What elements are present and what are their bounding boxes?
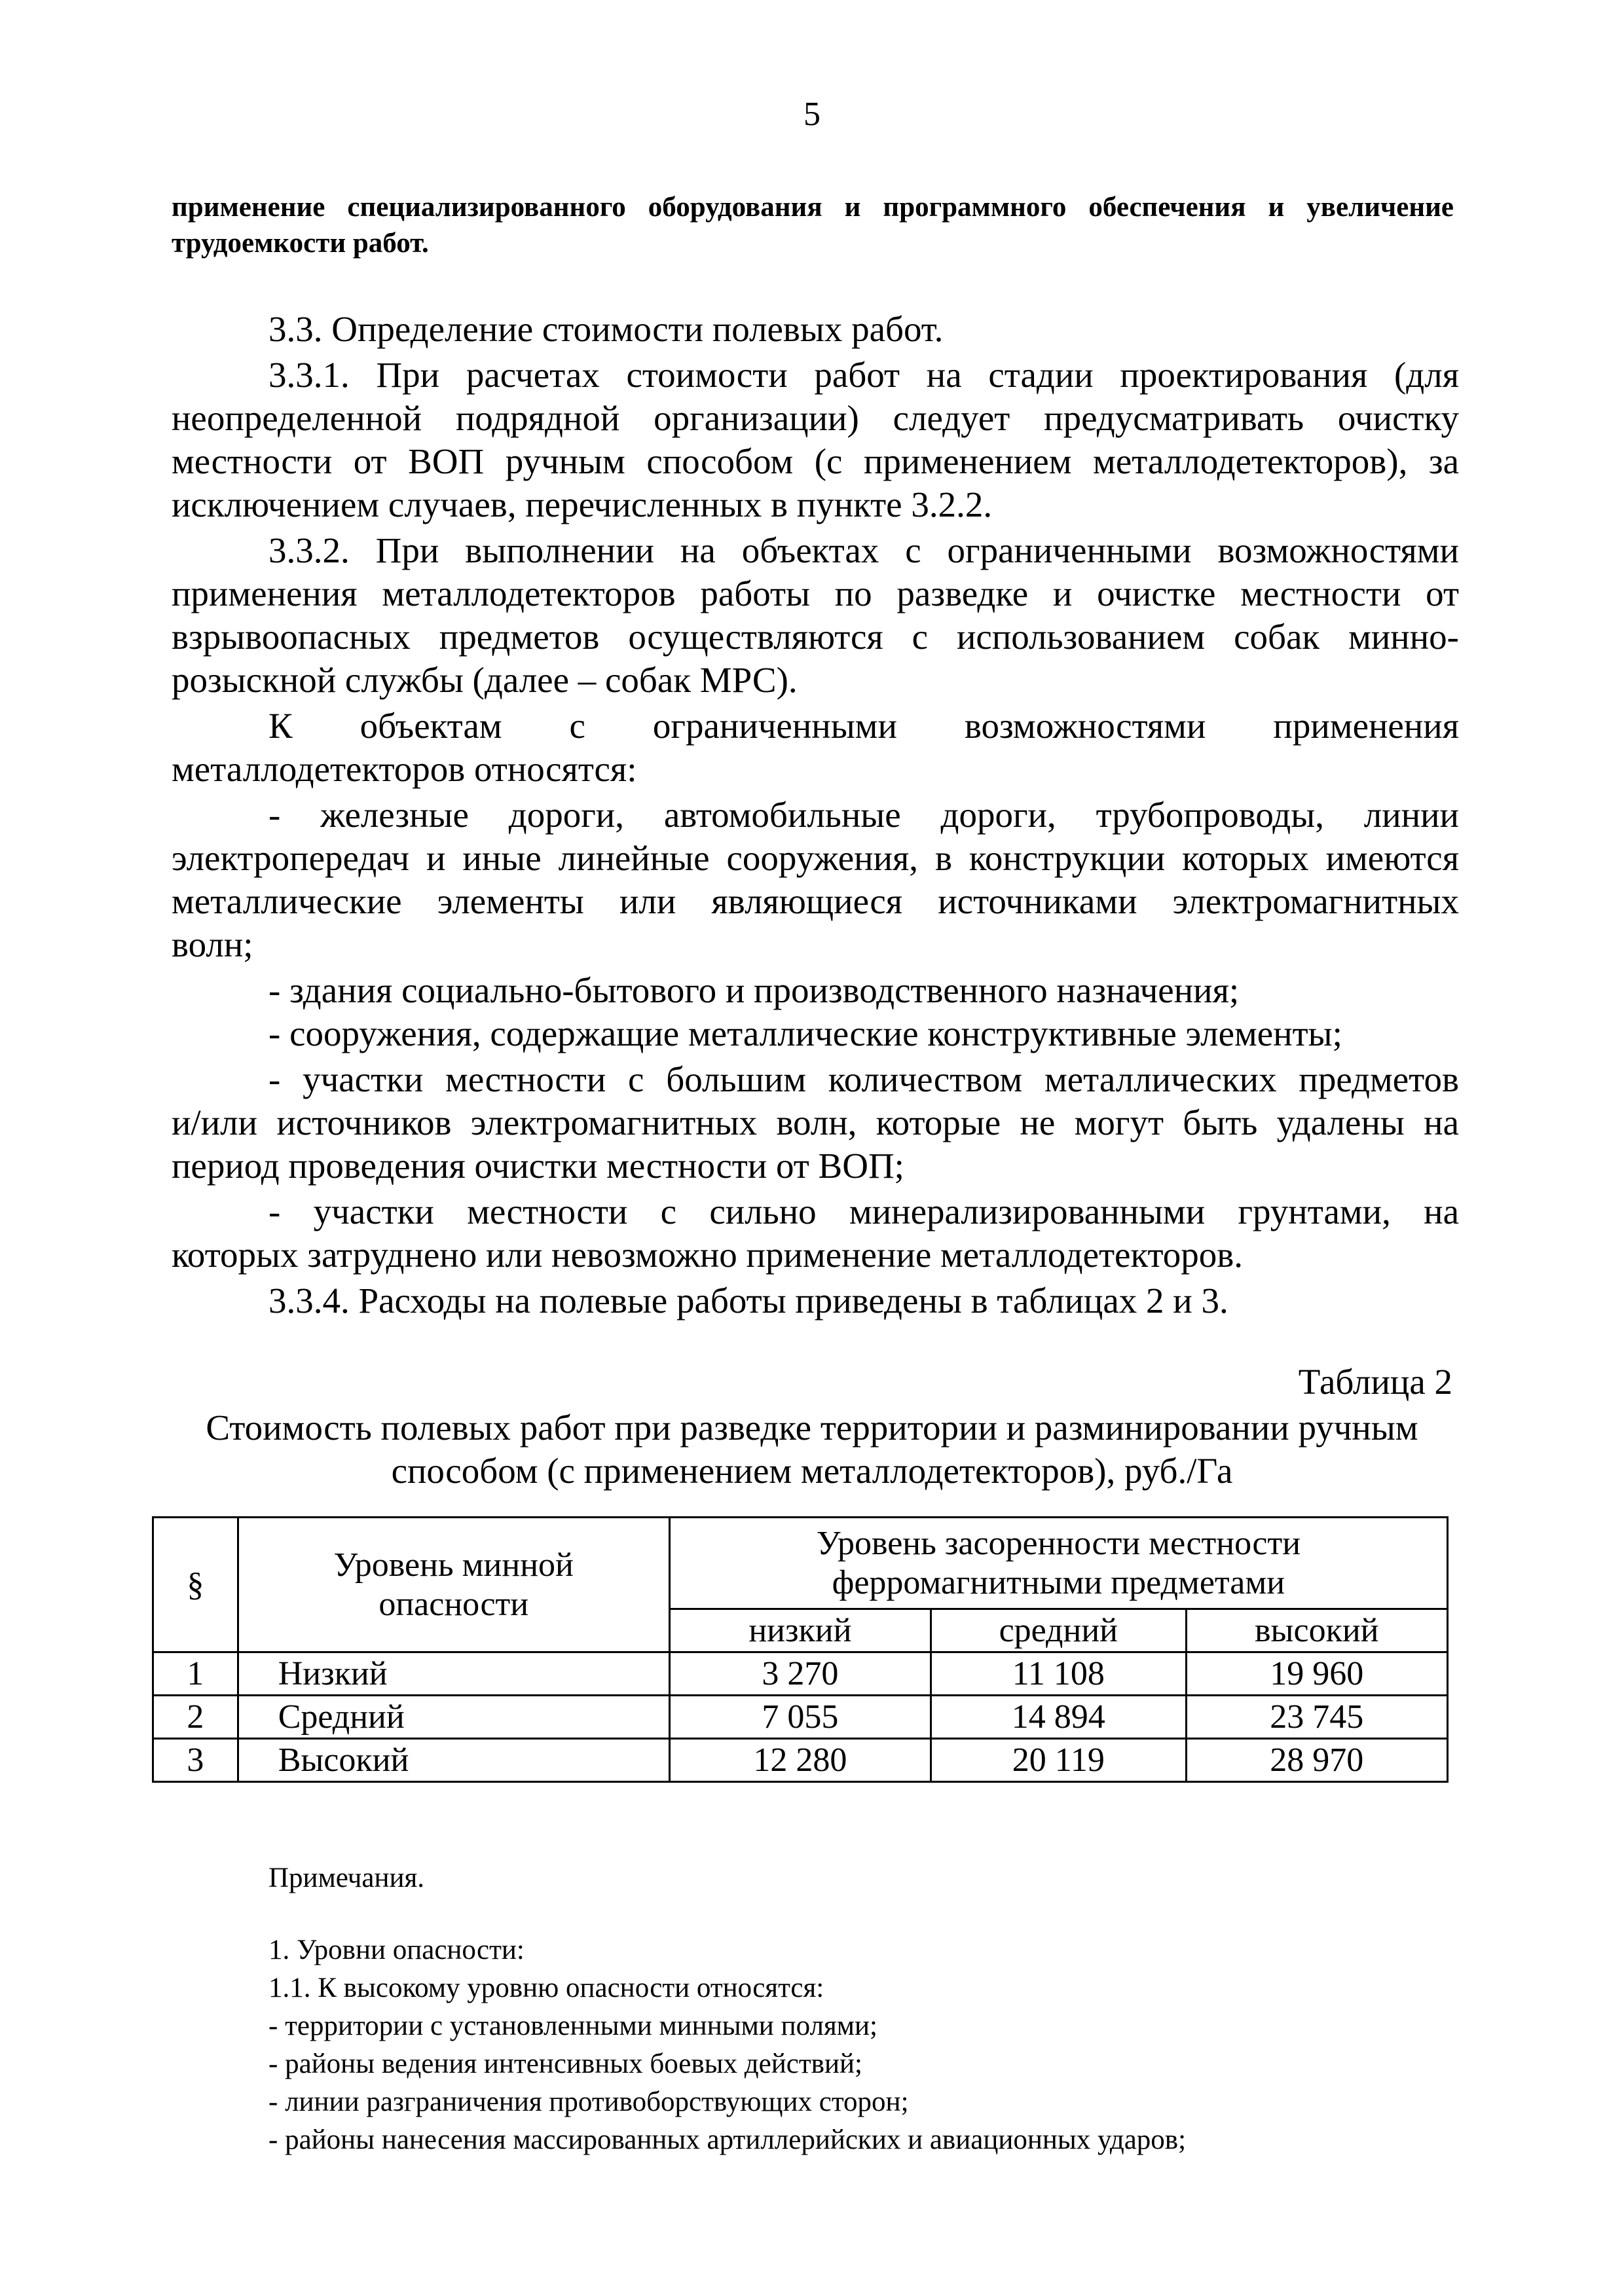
list2: - здания социально-бытового и производственного назначения; bbox=[268, 970, 1240, 1010]
header-col-low: низкий bbox=[669, 1609, 931, 1652]
cell-value: 23 745 bbox=[1186, 1696, 1447, 1739]
table-caption-line-2: способом (с применением металлодетекторов), руб./Га bbox=[391, 1451, 1233, 1491]
p332-line-3: взрывоопасных предметов осуществляются с использованием собак минно- bbox=[172, 617, 1459, 657]
header-group: Уровень засоренности местности ферромагнитными предметами bbox=[669, 1518, 1447, 1609]
p332-line-1: 3.3.2. При выполнении на объектах с ограниченными возможностями bbox=[268, 530, 1459, 570]
row-num: 1 bbox=[153, 1652, 238, 1696]
list5-line-1: - участки местности с сильно минерализированными грунтами, на bbox=[268, 1192, 1459, 1231]
intro-line-2: трудоемкости работ. bbox=[172, 228, 429, 259]
list1-line-3: металлические элементы или являющиеся источниками электромагнитных bbox=[172, 881, 1459, 921]
table-label: Таблица 2 bbox=[1298, 1362, 1452, 1402]
intro-line-1: применение специализированного оборудования и программного обеспечения и увеличение bbox=[172, 192, 1454, 223]
list1-line-1: - железные дороги, автомобильные дороги, трубопроводы, линии bbox=[268, 795, 1459, 835]
p332-line-4: розыскной службы (далее – собак МРС). bbox=[172, 660, 798, 700]
list1-line-4: волн; bbox=[172, 924, 253, 964]
objects-line-1: К объектам с ограниченными возможностями применения bbox=[268, 706, 1459, 746]
page-number: 5 bbox=[803, 96, 821, 133]
row-num: 2 bbox=[153, 1696, 238, 1739]
table-row bbox=[153, 1696, 1448, 1739]
list4-line-1: - участки местности с большим количеством металлических предметов bbox=[268, 1059, 1459, 1099]
cell-value: 19 960 bbox=[1186, 1652, 1447, 1696]
table-row bbox=[153, 1739, 1448, 1782]
p331-line-4: исключением случаев, перечисленных в пункте 3.2.2. bbox=[172, 484, 993, 524]
header-num: § bbox=[153, 1518, 238, 1652]
p331-line-3: местности от ВОП ручным способом (с применением металлодетекторов), за bbox=[172, 441, 1459, 481]
row-level: Высокий bbox=[238, 1739, 669, 1782]
note-item: - районы нанесения массированных артиллерийских и авиационных ударов; bbox=[268, 2124, 1187, 2155]
note-item: - территории с установленными минными полями; bbox=[268, 2011, 877, 2041]
cell-value: 7 055 bbox=[669, 1696, 931, 1739]
list4-line-3: период проведения очистки местности от ВОП; bbox=[172, 1146, 904, 1186]
list4-line-2: и/или источников электромагнитных волн, которые не могут быть удалены на bbox=[172, 1102, 1459, 1142]
row-level: Низкий bbox=[238, 1652, 669, 1696]
p331-line-1: 3.3.1. При расчетах стоимости работ на стадии проектирования (для bbox=[268, 355, 1459, 395]
section-heading: 3.3. Определение стоимости полевых работ. bbox=[268, 309, 944, 349]
cell-value: 20 119 bbox=[931, 1739, 1186, 1782]
cell-value: 28 970 bbox=[1186, 1739, 1447, 1782]
objects-line-2: металлодетекторов относятся: bbox=[172, 749, 637, 789]
list1-line-2: электропередач и иные линейные сооружения, в конструкции которых имеются bbox=[172, 838, 1459, 878]
header-col-medium: средний bbox=[931, 1609, 1186, 1652]
note-item: - линии разграничения противоборствующих сторон; bbox=[268, 2086, 909, 2117]
table-header-row bbox=[153, 1518, 1448, 1609]
cost-table bbox=[152, 1516, 1449, 1783]
cell-value: 12 280 bbox=[669, 1739, 931, 1782]
p331-line-2: неопределенной подрядной организации) следует предусматривать очистку bbox=[172, 398, 1459, 438]
header-col-high: высокий bbox=[1186, 1609, 1447, 1652]
table-caption-line-1: Стоимость полевых работ при разведке территории и разминировании ручным bbox=[206, 1408, 1418, 1448]
header-level: Уровень минной опасности bbox=[238, 1518, 669, 1652]
row-num: 3 bbox=[153, 1739, 238, 1782]
cell-value: 14 894 bbox=[931, 1696, 1186, 1739]
p334: 3.3.4. Расходы на полевые работы приведены в таблицах 2 и 3. bbox=[268, 1281, 1228, 1321]
cell-value: 3 270 bbox=[669, 1652, 931, 1696]
table-row bbox=[153, 1652, 1448, 1696]
note-item: - районы ведения интенсивных боевых действий; bbox=[268, 2049, 862, 2079]
notes-title: Примечания. bbox=[268, 1863, 425, 1893]
p332-line-2: применения металлодетекторов работы по разведке и очистке местности от bbox=[172, 574, 1459, 613]
cell-value: 11 108 bbox=[931, 1652, 1186, 1696]
note-item: 1.1. К высокому уровню опасности относятся: bbox=[268, 1973, 824, 2003]
note-item: 1. Уровни опасности: bbox=[268, 1935, 525, 1965]
list5-line-2: которых затруднено или невозможно применение металлодетекторов. bbox=[172, 1235, 1243, 1275]
row-level: Средний bbox=[238, 1696, 669, 1739]
list3: - сооружения, содержащие металлические конструктивные элементы; bbox=[268, 1013, 1342, 1053]
